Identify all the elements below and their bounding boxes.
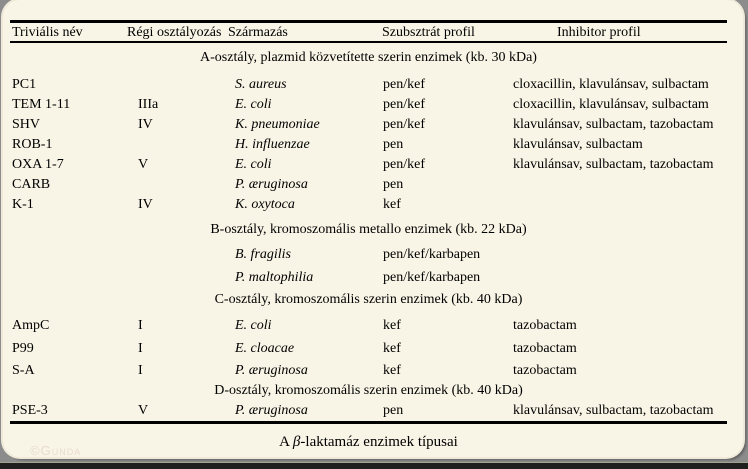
table-row <box>3 362 743 379</box>
trivial-name: AmpC <box>12 318 50 333</box>
substrate-profile: kef <box>383 197 401 212</box>
origin-species: K. oxytoca <box>235 197 295 212</box>
trivial-name: P99 <box>12 341 34 356</box>
old-classification: I <box>138 341 143 356</box>
origin-species: E. coli <box>235 157 272 172</box>
origin-species: E. coli <box>235 318 272 333</box>
col-header-trivial-name: Triviális név <box>12 25 83 40</box>
caption-beta-symbol: β <box>292 434 301 450</box>
table-row <box>3 317 743 334</box>
inhibitor-profile: klavulánsav, sulbactam, tazobactam <box>513 117 714 132</box>
old-classification: V <box>138 157 149 172</box>
substrate-profile: pen/kef <box>383 117 425 132</box>
col-header-origin: Származás <box>228 25 288 40</box>
table-row <box>3 136 743 153</box>
old-classification: IIIa <box>138 97 159 112</box>
table-row <box>3 96 743 113</box>
watermark: ©Gunda <box>30 443 82 458</box>
origin-species: P. æruginosa <box>235 177 308 192</box>
table-row <box>3 76 743 93</box>
old-classification: I <box>138 318 143 333</box>
inhibitor-profile: klavulánsav, sulbactam, tazobactam <box>513 157 714 172</box>
substrate-profile: pen/kef/karbapen <box>383 270 481 285</box>
table-caption <box>10 433 727 451</box>
origin-species: E. cloacae <box>235 341 295 356</box>
bottom-edge-bar <box>0 462 748 469</box>
substrate-profile: pen <box>383 137 404 152</box>
trivial-name: S-A <box>12 363 35 378</box>
trivial-name: OXA 1-7 <box>12 157 64 172</box>
table-row <box>3 176 743 193</box>
substrate-profile: pen/kef/karbapen <box>383 247 481 262</box>
origin-species: K. pneumoniae <box>235 117 320 132</box>
table-row <box>3 246 743 263</box>
trivial-name: PC1 <box>12 77 37 92</box>
trivial-name: ROB-1 <box>12 137 53 152</box>
inhibitor-profile: klavulánsav, sulbactam, tazobactam <box>513 403 714 418</box>
table-row <box>3 269 743 286</box>
caption-prefix: A <box>279 434 293 450</box>
old-classification: I <box>138 363 143 378</box>
table-row <box>3 116 743 133</box>
table-bottom-rule <box>10 421 727 424</box>
origin-species: P. æruginosa <box>235 363 308 378</box>
section-header-a: A-osztály, plazmid közvetítette szerin enzimek (kb. 30 kDa) <box>200 50 537 65</box>
inhibitor-profile: klavulánsav, sulbactam <box>513 137 643 152</box>
section-header-d: D-osztály, kromoszomális szerin enzimek (kb. 40 kDa) <box>214 383 523 398</box>
origin-species: S. aureus <box>235 77 287 92</box>
origin-species: P. æruginosa <box>235 403 308 418</box>
substrate-profile: pen <box>383 403 404 418</box>
origin-species: P. maltophilia <box>235 270 314 285</box>
old-classification: V <box>138 403 149 418</box>
trivial-name: SHV <box>12 117 41 132</box>
substrate-profile: kef <box>383 341 401 356</box>
substrate-profile: pen <box>383 177 404 192</box>
substrate-profile: pen/kef <box>383 77 425 92</box>
substrate-profile: kef <box>383 363 401 378</box>
origin-species: B. fragilis <box>235 247 292 262</box>
table-row <box>3 340 743 357</box>
inhibitor-profile: tazobactam <box>513 363 577 378</box>
inhibitor-profile: tazobactam <box>513 341 577 356</box>
origin-species: H. influenzae <box>235 137 310 152</box>
inhibitor-profile: tazobactam <box>513 318 577 333</box>
section-header-b: B-osztály, kromoszomális metallo enzimek (kb. 22 kDa) <box>210 222 527 237</box>
table-row <box>3 156 743 173</box>
table-top-rule <box>10 20 727 23</box>
header-separator-rule <box>10 41 727 43</box>
col-header-old-class: Régi osztályozás <box>127 25 222 40</box>
trivial-name: CARB <box>12 177 51 192</box>
substrate-profile: pen/kef <box>383 157 425 172</box>
substrate-profile: pen/kef <box>383 97 425 112</box>
page-card <box>3 0 743 457</box>
old-classification: IV <box>138 197 153 212</box>
inhibitor-profile: cloxacillin, klavulánsav, sulbactam <box>513 77 709 92</box>
trivial-name: PSE-3 <box>12 403 48 418</box>
inhibitor-profile: cloxacillin, klavulánsav, sulbactam <box>513 97 709 112</box>
trivial-name: TEM 1-11 <box>12 97 71 112</box>
table-row <box>3 402 743 419</box>
old-classification: IV <box>138 117 153 132</box>
col-header-substrate: Szubsztrát profil <box>382 25 475 40</box>
table-row <box>3 196 743 213</box>
table-header-row <box>3 24 743 41</box>
trivial-name: K-1 <box>12 197 34 212</box>
section-header-c: C-osztály, kromoszomális szerin enzimek (kb. 40 kDa) <box>214 292 523 307</box>
caption-suffix: -laktamáz enzimek típusai <box>300 434 458 450</box>
substrate-profile: kef <box>383 318 401 333</box>
col-header-inhibitor: Inhibitor profil <box>557 25 641 40</box>
origin-species: E. coli <box>235 97 272 112</box>
